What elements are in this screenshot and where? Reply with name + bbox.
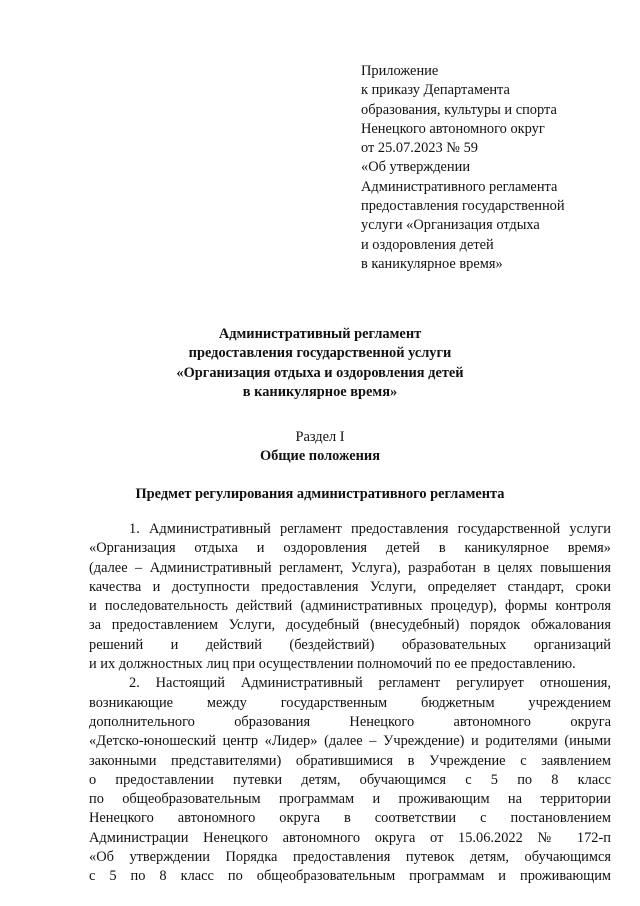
paragraph-line: Администрации Ненецкого автономного округа от 15.06.2022 № 172-п: [89, 829, 611, 846]
appendix-line: и оздоровления детей: [361, 236, 494, 253]
paragraph-line: по общеобразовательным программам и проживающим на территории: [89, 791, 611, 808]
paragraph-line: о предоставлении путевки детям, обучающимся с 5 по 8 класс: [89, 771, 611, 788]
paragraph-line: (далее – Административный регламент, Услуга), разработан в целях повышения: [89, 559, 611, 576]
appendix-line: «Об утверждении: [361, 159, 471, 176]
appendix-note: [361, 62, 601, 274]
paragraph-line: «Детско-юношеский центр «Лидер» (далее – Учреждение) и родителями (иными: [89, 733, 611, 750]
paragraph-line: и последовательность действий (административных процедур), формы контроля: [89, 598, 611, 615]
subject-heading: Предмет регулирования административного регламента: [135, 486, 505, 502]
title-line: Административный регламент: [218, 326, 422, 342]
paragraph-line: и их должностных лиц при осуществлении полномочий по ее предоставлению.: [89, 656, 576, 673]
paragraph-line: Ненецкого автономного округа в соответствии с постановлением: [89, 810, 611, 827]
paragraph-line: возникающие между государственным бюджетным учреждением: [89, 694, 611, 711]
paragraph-line: 2. Настоящий Административный регламент регулирует отношения,: [129, 675, 611, 692]
title-line: предоставления государственной услуги: [188, 345, 452, 362]
appendix-line: к приказу Департамента: [361, 82, 510, 99]
title-line: «Организация отдыха и оздоровления детей: [176, 364, 464, 381]
paragraph-1: [89, 520, 611, 674]
paragraph-line: дополнительного образования Ненецкого автономного округа: [89, 713, 611, 730]
paragraph-line: решений и действий (бездействий) образовательных организаций: [89, 636, 611, 653]
appendix-line: в каникулярное время»: [361, 255, 503, 272]
appendix-line: Административного регламента: [361, 178, 558, 195]
paragraph-2: [89, 674, 611, 886]
section-label: Раздел I: [295, 429, 345, 445]
appendix-line: от 25.07.2023 № 59: [361, 140, 478, 157]
appendix-line: образования, культуры и спорта: [361, 101, 557, 118]
paragraph-line: с 5 по 8 класс по общеобразовательным программам и проживающим: [89, 868, 611, 885]
appendix-line: услуги «Организация отдыха: [361, 217, 540, 234]
body-text: [89, 520, 611, 887]
section-heading: [0, 428, 640, 467]
paragraph-line: законными представителями) обратившимися в Учреждение с заявлением: [89, 752, 611, 769]
paragraph-line: за предоставлением Услуги, досудебный (внесудебный) порядок обжалования: [89, 617, 611, 634]
appendix-line: предоставления государственной: [361, 198, 565, 215]
paragraph-line: «Организация отдыха и оздоровления детей в каникулярное время»: [89, 540, 611, 557]
appendix-line: Ненецкого автономного округ: [361, 120, 545, 137]
title-line: в каникулярное время»: [242, 383, 398, 400]
document-title: [0, 325, 640, 402]
paragraph-line: 1. Административный регламент предоставления государственной услуги: [129, 521, 611, 537]
paragraph-line: «Об утверждении Порядка предоставления путевок детям, обучающимся: [89, 849, 611, 866]
appendix-line: Приложение: [361, 63, 439, 79]
section-name: Общие положения: [259, 448, 381, 465]
paragraph-line: качества и доступности предоставления Услуги, определяет стандарт, сроки: [89, 578, 611, 595]
